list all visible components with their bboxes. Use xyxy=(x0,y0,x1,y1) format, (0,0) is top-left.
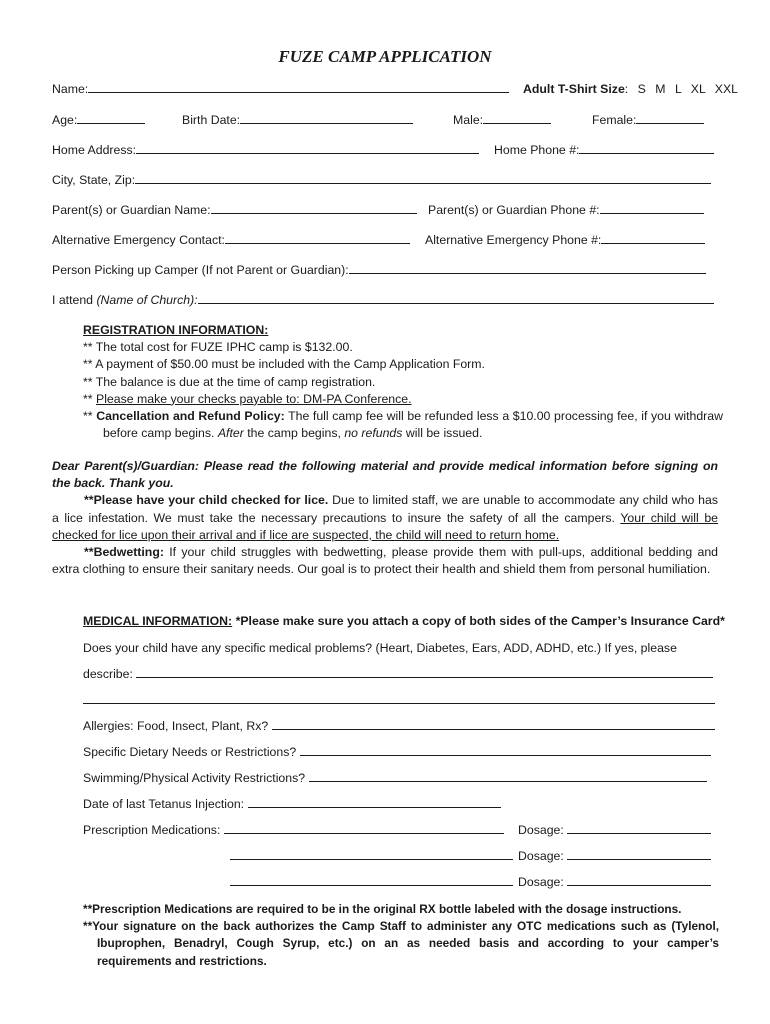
bedwetting-text: If your child struggles with bedwetting, please provide them with pull-ups, additional bedding and extra clothing to ensure their sanitary needs. Our goal is to protect their health and shield them from personal humiliation. xyxy=(52,545,718,577)
age-field[interactable] xyxy=(52,112,145,128)
church-field[interactable] xyxy=(52,292,714,308)
guardian-name-field[interactable] xyxy=(52,202,417,218)
dietary-field[interactable] xyxy=(83,744,711,760)
tshirt-size-option[interactable]: XL xyxy=(690,82,706,96)
registration-item-checks xyxy=(83,391,723,408)
tshirt-size-field[interactable] xyxy=(523,81,738,97)
no-refunds-text: no refunds xyxy=(344,426,403,441)
tshirt-size-option[interactable]: M xyxy=(655,82,666,96)
medical-heading-row xyxy=(83,613,725,629)
dietary-label: Specific Dietary Needs or Restrictions? xyxy=(83,745,297,759)
medical-heading: MEDICAL INFORMATION: xyxy=(83,614,233,628)
bedwetting-heading: **Bedwetting: xyxy=(84,545,164,560)
bullet-prefix: ** xyxy=(83,409,97,424)
tshirt-size-option[interactable]: S xyxy=(637,82,646,96)
guardian-phone-field[interactable] xyxy=(428,202,704,218)
home-address-blank[interactable] xyxy=(136,142,479,154)
city-state-zip-field[interactable] xyxy=(52,172,711,188)
pickup-person-field[interactable] xyxy=(52,262,706,278)
registration-section xyxy=(83,322,723,442)
female-blank[interactable] xyxy=(636,112,704,124)
dosage-label: Dosage: xyxy=(518,875,564,889)
church-blank[interactable] xyxy=(198,292,714,304)
guardian-name-label: Parent(s) or Guardian Name: xyxy=(52,203,211,217)
describe-field-continued[interactable] xyxy=(83,692,715,708)
male-label: Male: xyxy=(453,113,484,127)
church-label: (Name of Church): xyxy=(96,293,198,307)
lice-notice xyxy=(52,492,718,544)
city-state-zip-label: City, State, Zip: xyxy=(52,173,136,187)
lice-text: Due to limited staff, we are unable to accommodate any child who has a lice infestation. We must take the necessary precautions to insure the safety of all the campers. xyxy=(52,493,719,525)
dosage-field-2[interactable] xyxy=(518,848,711,864)
bullet-prefix: ** xyxy=(83,391,96,406)
dosage-label: Dosage: xyxy=(518,823,564,837)
medical-problems-question: Does your child have any specific medical problems? (Heart, Diabetes, Ears, ADD, ADHD, etc.) If yes, please xyxy=(83,641,677,655)
dietary-blank[interactable] xyxy=(300,744,711,756)
prescription-field-2[interactable] xyxy=(230,848,513,864)
describe-blank-2[interactable] xyxy=(83,692,715,704)
alt-phone-label: Alternative Emergency Phone #: xyxy=(425,233,602,247)
bedwetting-notice xyxy=(52,544,718,578)
swimming-field[interactable] xyxy=(83,770,707,786)
describe-label: describe: xyxy=(83,667,133,681)
alt-contact-blank[interactable] xyxy=(225,232,410,244)
dosage-field[interactable] xyxy=(518,822,711,838)
age-label: Age: xyxy=(52,113,78,127)
pickup-person-label: Person Picking up Camper (If not Parent or Guardian): xyxy=(52,263,349,277)
prescription-field[interactable] xyxy=(83,822,504,838)
swimming-blank[interactable] xyxy=(309,770,707,782)
prescription-label: Prescription Medications: xyxy=(83,823,221,837)
refund-policy-mid: the camp begins, xyxy=(243,426,345,441)
refund-policy xyxy=(83,408,723,442)
prescription-blank[interactable] xyxy=(224,822,504,834)
dosage-blank-2[interactable] xyxy=(567,848,711,860)
female-field[interactable] xyxy=(592,112,704,128)
name-field[interactable] xyxy=(52,81,509,97)
alt-phone-field[interactable] xyxy=(425,232,705,248)
prescription-blank-3[interactable] xyxy=(230,874,513,886)
parent-notice xyxy=(52,458,718,578)
alt-contact-label: Alternative Emergency Contact: xyxy=(52,233,225,247)
swimming-label: Swimming/Physical Activity Restrictions? xyxy=(83,771,306,785)
prescription-blank-2[interactable] xyxy=(230,848,513,860)
birth-date-blank[interactable] xyxy=(240,112,413,124)
birth-date-label: Birth Date: xyxy=(182,113,241,127)
pickup-person-blank[interactable] xyxy=(349,262,706,274)
tshirt-size-option[interactable]: XXL xyxy=(714,82,739,96)
parent-notice-intro: Dear Parent(s)/Guardian: Please read the following material and provide medical information before signing on the back. Thank you. xyxy=(52,459,718,491)
otc-note: **Your signature on the back authorizes the Camp Staff to administer any OTC medications such as (Tylenol, Ibuprophen, Benadryl, Cough Syrup, etc.) on an as needed basis and according to your camper’s requirements and restrictions. xyxy=(83,919,719,968)
tshirt-size-label: Adult T-Shirt Size xyxy=(523,82,625,96)
male-blank[interactable] xyxy=(483,112,551,124)
checks-payable-text: Please make your checks payable to: DM-PA Conference. xyxy=(96,391,412,406)
age-blank[interactable] xyxy=(77,112,145,124)
alt-phone-blank[interactable] xyxy=(601,232,705,244)
describe-field[interactable] xyxy=(83,666,713,682)
registration-item: ** A payment of $50.00 must be included with the Camp Application Form. xyxy=(83,357,485,372)
dosage-blank-3[interactable] xyxy=(567,874,711,886)
registration-item: ** The total cost for FUZE IPHC camp is $132.00. xyxy=(83,340,353,355)
male-field[interactable] xyxy=(453,112,551,128)
allergies-blank[interactable] xyxy=(272,718,715,730)
home-address-field[interactable] xyxy=(52,142,479,158)
name-blank[interactable] xyxy=(88,81,509,93)
dosage-blank[interactable] xyxy=(567,822,711,834)
alt-contact-field[interactable] xyxy=(52,232,410,248)
tshirt-size-colon: : xyxy=(624,82,629,96)
rx-note: **Prescription Medications are required to be in the original RX bottle labeled with the dosage instructions. xyxy=(83,902,682,916)
home-phone-blank[interactable] xyxy=(579,142,714,154)
name-label: Name: xyxy=(52,82,89,96)
prescription-field-3[interactable] xyxy=(230,874,513,890)
refund-policy-text: The full camp fee will be refunded less a $10.00 processing fee, if you withdraw before camp begins. xyxy=(103,409,723,441)
home-address-label: Home Address: xyxy=(52,143,137,157)
female-label: Female: xyxy=(592,113,637,127)
lice-warning: Your child will be checked for lice upon their arrival and if lice are suspected, the child will need to return home. xyxy=(52,510,718,542)
city-state-zip-blank[interactable] xyxy=(135,172,711,184)
dosage-label: Dosage: xyxy=(518,849,564,863)
medication-notes xyxy=(83,901,719,970)
dosage-field-3[interactable] xyxy=(518,874,711,890)
refund-policy-heading: Cancellation and Refund Policy: xyxy=(96,409,285,424)
church-label-prefix: I attend xyxy=(52,293,97,307)
registration-heading: REGISTRATION INFORMATION: xyxy=(83,323,269,337)
tetanus-field[interactable] xyxy=(83,796,501,812)
guardian-phone-blank[interactable] xyxy=(600,202,704,214)
birth-date-field[interactable] xyxy=(182,112,413,128)
tshirt-size-option[interactable]: L xyxy=(674,82,682,96)
insurance-card-note: *Please make sure you attach a copy of both sides of the Camper’s Insurance Card* xyxy=(232,614,725,628)
page-title: FUZE CAMP APPLICATION xyxy=(278,47,492,66)
home-phone-field[interactable] xyxy=(494,142,714,158)
guardian-name-blank[interactable] xyxy=(211,202,417,214)
guardian-phone-label: Parent(s) or Guardian Phone #: xyxy=(428,203,600,217)
allergies-label: Allergies: Food, Insect, Plant, Rx? xyxy=(83,719,269,733)
tetanus-label: Date of last Tetanus Injection: xyxy=(83,797,245,811)
lice-heading: **Please have your child checked for lice. xyxy=(84,493,329,508)
registration-item: ** The balance is due at the time of camp registration. xyxy=(83,374,376,389)
tetanus-blank[interactable] xyxy=(248,796,501,808)
refund-after-word: After xyxy=(217,426,244,441)
allergies-field[interactable] xyxy=(83,718,715,734)
home-phone-label: Home Phone #: xyxy=(494,143,580,157)
describe-blank[interactable] xyxy=(136,666,713,678)
refund-policy-end: will be issued. xyxy=(402,426,483,441)
